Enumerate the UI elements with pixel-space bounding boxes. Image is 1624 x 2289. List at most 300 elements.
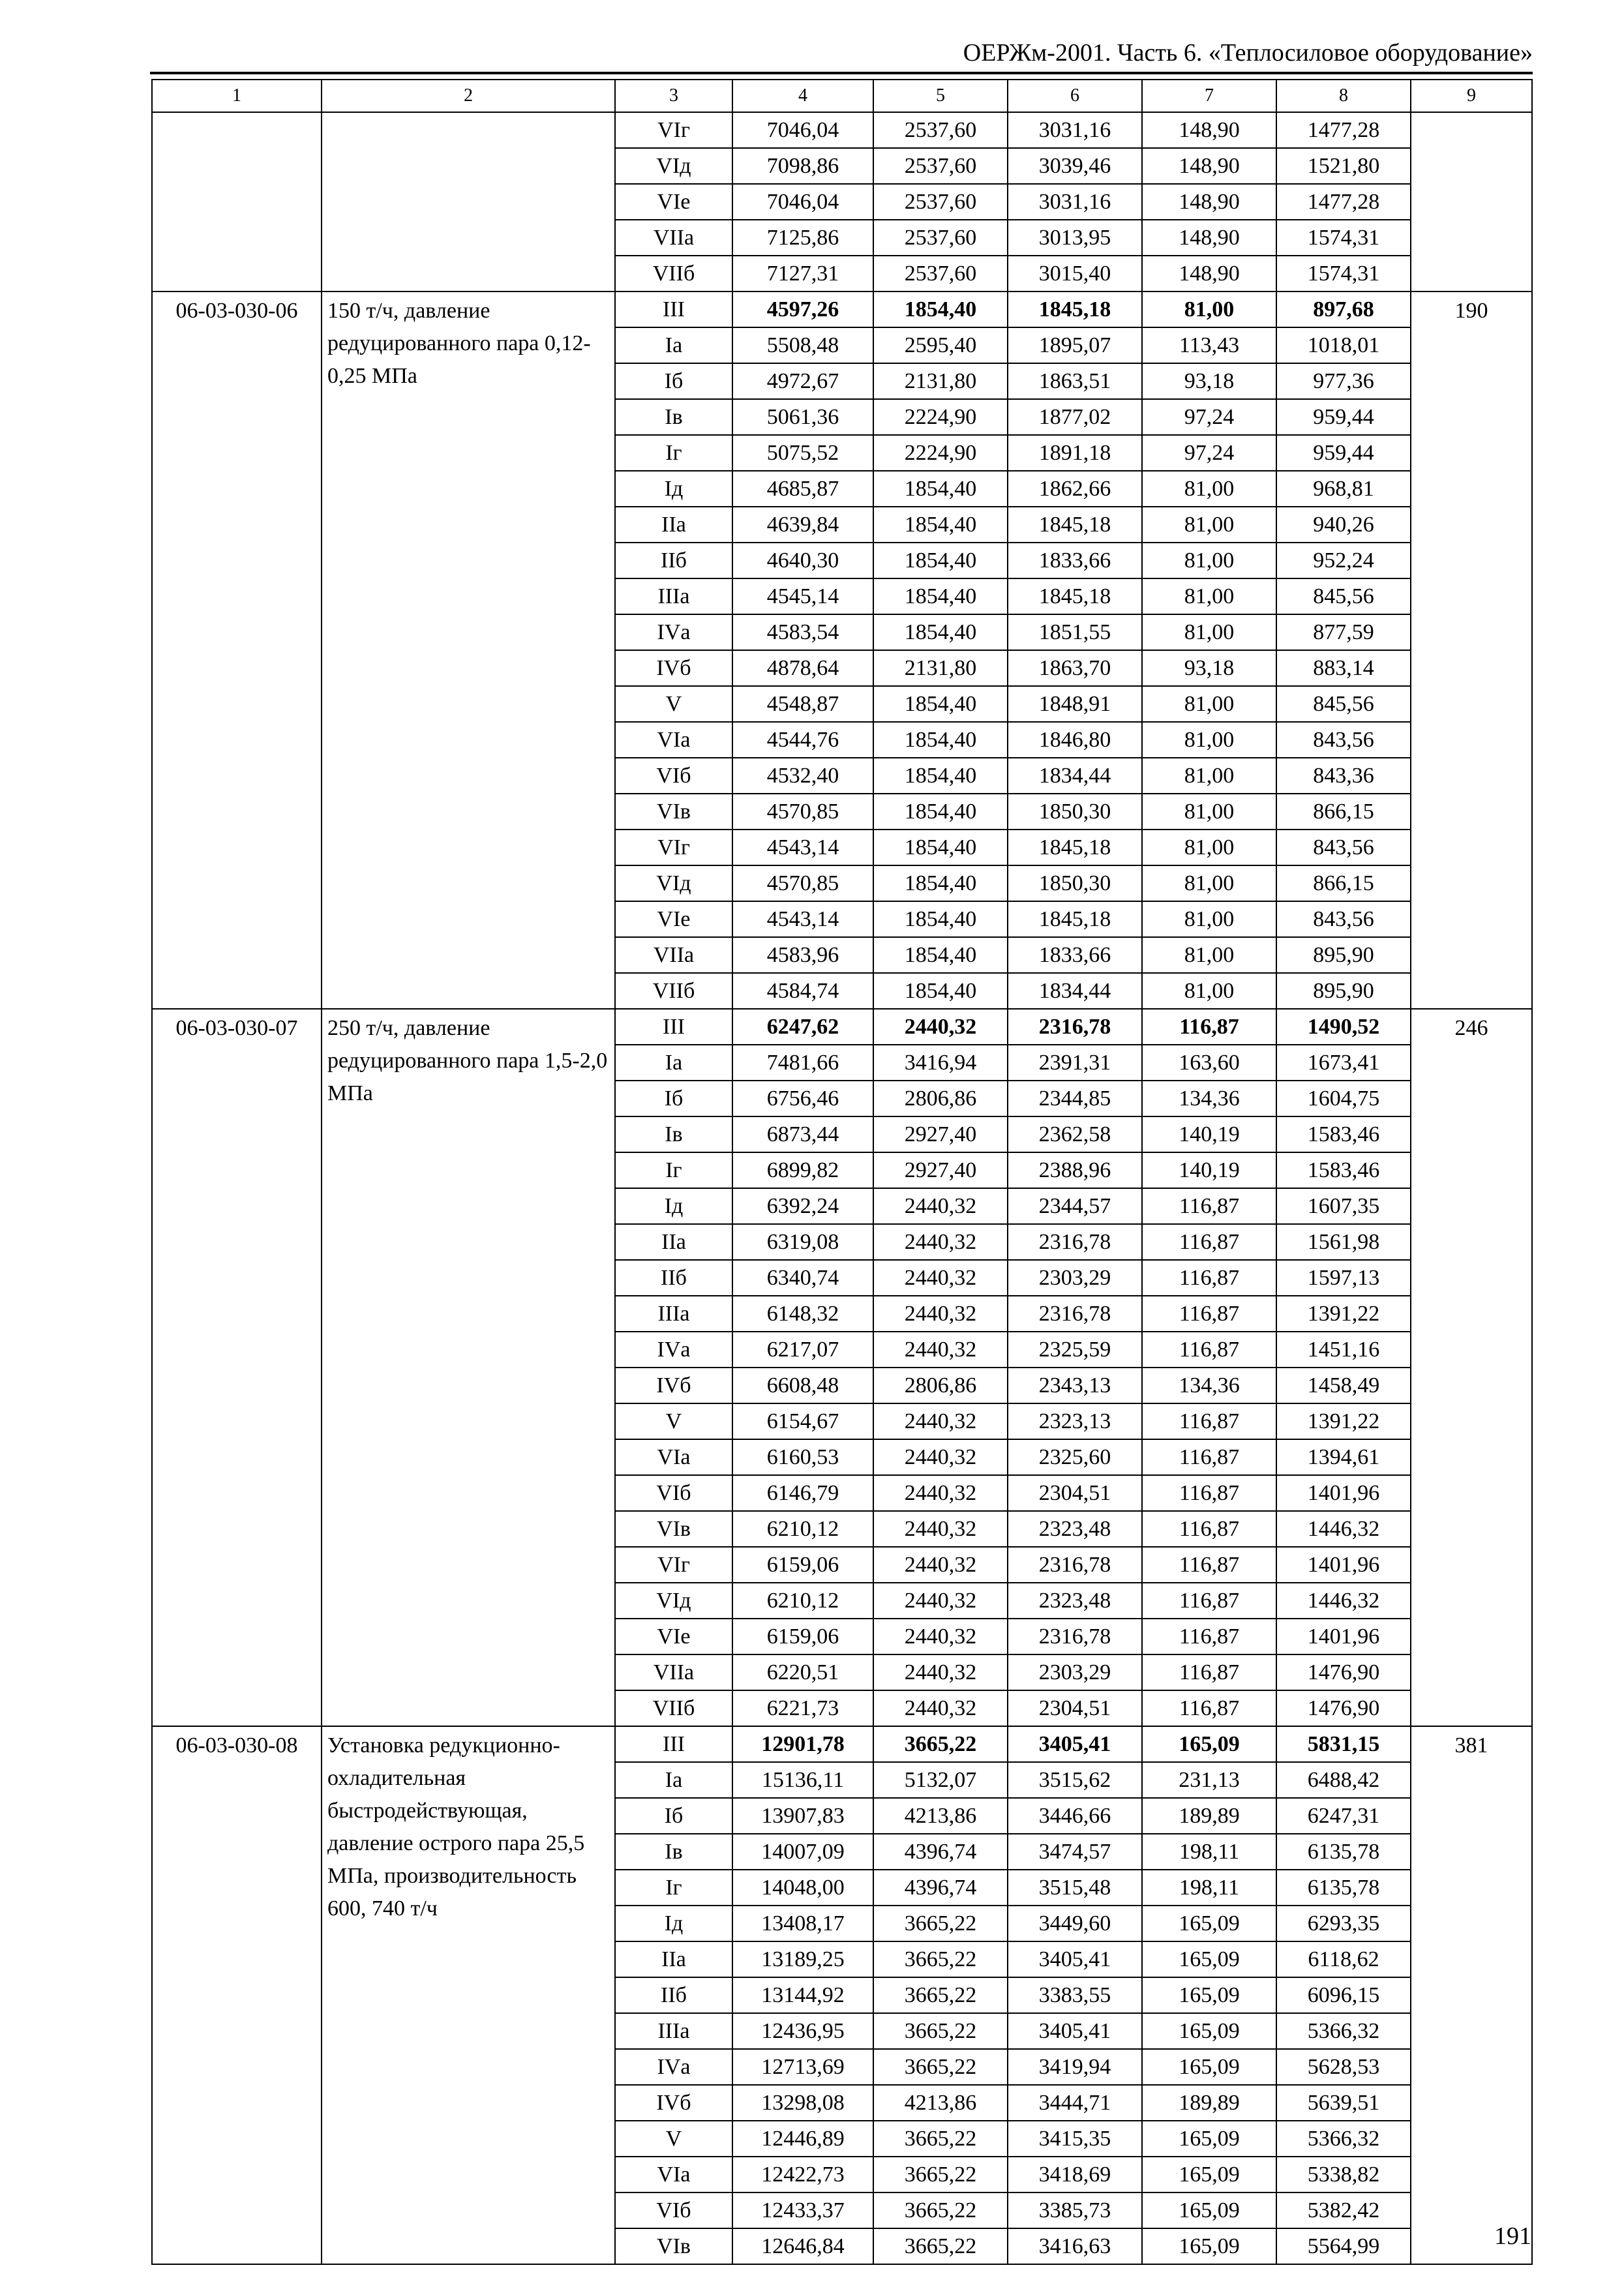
materials-cost-cell: 1574,31	[1276, 256, 1411, 292]
zone-cell: VIа	[615, 722, 732, 758]
operator-wage-cell: 165,09	[1142, 2013, 1276, 2049]
machine-cost-cell: 2323,13	[1008, 1403, 1142, 1439]
labor-cost-cell: 2927,40	[873, 1152, 1008, 1188]
labor-cost-cell: 2440,32	[873, 1296, 1008, 1332]
column-number: 2	[322, 80, 615, 112]
total-cost-cell: 4640,30	[732, 543, 873, 578]
materials-cost-cell: 866,15	[1276, 865, 1411, 901]
operator-wage-cell: 116,87	[1142, 1619, 1276, 1654]
machine-cost-cell: 1850,30	[1008, 794, 1142, 830]
machine-cost-cell: 1850,30	[1008, 865, 1142, 901]
operator-wage-cell: 140,19	[1142, 1116, 1276, 1152]
zone-cell: Iа	[615, 327, 732, 363]
table-row	[152, 1726, 1532, 1762]
operator-wage-cell: 148,90	[1142, 220, 1276, 256]
labor-cost-cell: 3665,22	[873, 2228, 1008, 2264]
machine-cost-cell: 1845,18	[1008, 578, 1142, 614]
operator-wage-cell: 231,13	[1142, 1762, 1276, 1798]
zone-cell: Iв	[615, 399, 732, 435]
header-rule	[150, 72, 1533, 74]
materials-cost-cell: 5366,32	[1276, 2013, 1411, 2049]
operator-wage-cell: 148,90	[1142, 184, 1276, 220]
labor-cost-cell: 3665,22	[873, 1906, 1008, 1941]
labor-cost-cell: 3665,22	[873, 2049, 1008, 2085]
zone-cell: VIг	[615, 1547, 732, 1583]
total-cost-cell: 13408,17	[732, 1906, 873, 1941]
machine-cost-cell: 3031,16	[1008, 184, 1142, 220]
zone-cell: VIIа	[615, 1654, 732, 1690]
operator-wage-cell: 198,11	[1142, 1870, 1276, 1906]
operator-wage-cell: 81,00	[1142, 686, 1276, 722]
operator-wage-cell: 116,87	[1142, 1690, 1276, 1726]
operator-wage-cell: 116,87	[1142, 1224, 1276, 1260]
table-row	[152, 112, 1532, 148]
labor-cost-cell: 2440,32	[873, 1332, 1008, 1368]
materials-cost-cell: 5831,15	[1276, 1726, 1411, 1762]
machine-cost-cell: 1833,66	[1008, 543, 1142, 578]
operator-wage-cell: 165,09	[1142, 2049, 1276, 2085]
operator-wage-cell: 93,18	[1142, 650, 1276, 686]
machine-cost-cell: 2316,78	[1008, 1619, 1142, 1654]
total-cost-cell: 12901,78	[732, 1726, 873, 1762]
zone-cell: Iг	[615, 1152, 732, 1188]
column-9-cell: 190	[1411, 292, 1532, 1009]
machine-cost-cell: 2316,78	[1008, 1296, 1142, 1332]
machine-cost-cell: 3444,71	[1008, 2085, 1142, 2121]
zone-cell: VIг	[615, 112, 732, 148]
machine-cost-cell: 1845,18	[1008, 292, 1142, 327]
zone-cell: Iб	[615, 1798, 732, 1834]
operator-wage-cell: 97,24	[1142, 435, 1276, 471]
operator-wage-cell: 81,00	[1142, 758, 1276, 794]
column-9-cell	[1411, 112, 1532, 292]
operator-wage-cell: 140,19	[1142, 1152, 1276, 1188]
labor-cost-cell: 2537,60	[873, 220, 1008, 256]
zone-cell: Iд	[615, 1906, 732, 1941]
total-cost-cell: 4548,87	[732, 686, 873, 722]
labor-cost-cell: 2440,32	[873, 1547, 1008, 1583]
total-cost-cell: 12446,89	[732, 2121, 873, 2157]
zone-cell: IVа	[615, 614, 732, 650]
operator-wage-cell: 116,87	[1142, 1475, 1276, 1511]
materials-cost-cell: 5564,99	[1276, 2228, 1411, 2264]
total-cost-cell: 6608,48	[732, 1368, 873, 1403]
machine-cost-cell: 2325,59	[1008, 1332, 1142, 1368]
labor-cost-cell: 3665,22	[873, 1941, 1008, 1977]
materials-cost-cell: 1477,28	[1276, 184, 1411, 220]
materials-cost-cell: 1391,22	[1276, 1403, 1411, 1439]
zone-cell: III	[615, 292, 732, 327]
labor-cost-cell: 4213,86	[873, 2085, 1008, 2121]
machine-cost-cell: 3385,73	[1008, 2192, 1142, 2228]
zone-cell: Iд	[615, 471, 732, 507]
total-cost-cell: 12713,69	[732, 2049, 873, 2085]
total-cost-cell: 4685,87	[732, 471, 873, 507]
machine-cost-cell: 2325,60	[1008, 1439, 1142, 1475]
machine-cost-cell: 2344,85	[1008, 1081, 1142, 1116]
machine-cost-cell: 3405,41	[1008, 1941, 1142, 1977]
operator-wage-cell: 165,09	[1142, 1726, 1276, 1762]
machine-cost-cell: 3515,62	[1008, 1762, 1142, 1798]
materials-cost-cell: 895,90	[1276, 937, 1411, 973]
zone-cell: VIв	[615, 1511, 732, 1547]
operator-wage-cell: 81,00	[1142, 937, 1276, 973]
zone-cell: Iв	[615, 1834, 732, 1870]
zone-cell: VIг	[615, 830, 732, 865]
materials-cost-cell: 843,36	[1276, 758, 1411, 794]
materials-cost-cell: 1521,80	[1276, 148, 1411, 184]
materials-cost-cell: 977,36	[1276, 363, 1411, 399]
total-cost-cell: 13189,25	[732, 1941, 873, 1977]
total-cost-cell: 4543,14	[732, 901, 873, 937]
operator-wage-cell: 81,00	[1142, 973, 1276, 1009]
machine-cost-cell: 2303,29	[1008, 1654, 1142, 1690]
total-cost-cell: 4878,64	[732, 650, 873, 686]
total-cost-cell: 6210,12	[732, 1511, 873, 1547]
zone-cell: Iб	[615, 363, 732, 399]
zone-cell: Iг	[615, 1870, 732, 1906]
materials-cost-cell: 959,44	[1276, 435, 1411, 471]
machine-cost-cell: 2344,57	[1008, 1188, 1142, 1224]
total-cost-cell: 7046,04	[732, 112, 873, 148]
labor-cost-cell: 2537,60	[873, 256, 1008, 292]
machine-cost-cell: 3449,60	[1008, 1906, 1142, 1941]
materials-cost-cell: 1673,41	[1276, 1045, 1411, 1081]
labor-cost-cell: 1854,40	[873, 794, 1008, 830]
machine-cost-cell: 3515,48	[1008, 1870, 1142, 1906]
machine-cost-cell: 1846,80	[1008, 722, 1142, 758]
operator-wage-cell: 198,11	[1142, 1834, 1276, 1870]
zone-cell: Iв	[615, 1116, 732, 1152]
materials-cost-cell: 959,44	[1276, 399, 1411, 435]
materials-cost-cell: 845,56	[1276, 686, 1411, 722]
operator-wage-cell: 165,09	[1142, 1941, 1276, 1977]
zone-cell: IIб	[615, 1260, 732, 1296]
column-9-cell: 381	[1411, 1726, 1532, 2264]
total-cost-cell: 12646,84	[732, 2228, 873, 2264]
total-cost-cell: 6210,12	[732, 1583, 873, 1619]
total-cost-cell: 4583,54	[732, 614, 873, 650]
zone-cell: IVб	[615, 2085, 732, 2121]
machine-cost-cell: 2303,29	[1008, 1260, 1142, 1296]
operator-wage-cell: 165,09	[1142, 1906, 1276, 1941]
materials-cost-cell: 1401,96	[1276, 1547, 1411, 1583]
machine-cost-cell: 3039,46	[1008, 148, 1142, 184]
zone-cell: VIа	[615, 1439, 732, 1475]
total-cost-cell: 13907,83	[732, 1798, 873, 1834]
running-header: ОЕРЖм-2001. Часть 6. «Теплосиловое оборудование»	[963, 39, 1533, 67]
machine-cost-cell: 2316,78	[1008, 1547, 1142, 1583]
labor-cost-cell: 3665,22	[873, 2013, 1008, 2049]
labor-cost-cell: 2440,32	[873, 1260, 1008, 1296]
total-cost-cell: 15136,11	[732, 1762, 873, 1798]
materials-cost-cell: 895,90	[1276, 973, 1411, 1009]
machine-cost-cell: 2323,48	[1008, 1511, 1142, 1547]
labor-cost-cell: 2537,60	[873, 112, 1008, 148]
materials-cost-cell: 897,68	[1276, 292, 1411, 327]
machine-cost-cell: 3446,66	[1008, 1798, 1142, 1834]
operator-wage-cell: 165,09	[1142, 2121, 1276, 2157]
total-cost-cell: 4570,85	[732, 794, 873, 830]
materials-cost-cell: 845,56	[1276, 578, 1411, 614]
labor-cost-cell: 1854,40	[873, 507, 1008, 543]
total-cost-cell: 7481,66	[732, 1045, 873, 1081]
zone-cell: Iа	[615, 1762, 732, 1798]
machine-cost-cell: 1845,18	[1008, 901, 1142, 937]
total-cost-cell: 5508,48	[732, 327, 873, 363]
machine-cost-cell: 3415,35	[1008, 2121, 1142, 2157]
rate-description-cell: Установка редукционно-охладительная быстродействующая, давление острого пара 25,5 МПа, производительность 600, 740 т/ч	[322, 1726, 615, 2264]
labor-cost-cell: 2440,32	[873, 1009, 1008, 1045]
labor-cost-cell: 1854,40	[873, 901, 1008, 937]
rate-code-cell: 06-03-030-07	[152, 1009, 322, 1726]
materials-cost-cell: 1604,75	[1276, 1081, 1411, 1116]
zone-cell: VIа	[615, 2157, 732, 2192]
operator-wage-cell: 165,09	[1142, 1977, 1276, 2013]
column-number: 4	[732, 80, 873, 112]
zone-cell: IIа	[615, 507, 732, 543]
zone-cell: IIIа	[615, 2013, 732, 2049]
operator-wage-cell: 116,87	[1142, 1188, 1276, 1224]
materials-cost-cell: 1476,90	[1276, 1690, 1411, 1726]
rate-code-cell	[152, 112, 322, 292]
page-number: 191	[1494, 2222, 1531, 2250]
labor-cost-cell: 1854,40	[873, 471, 1008, 507]
total-cost-cell: 4639,84	[732, 507, 873, 543]
zone-cell: Iб	[615, 1081, 732, 1116]
total-cost-cell: 6221,73	[732, 1690, 873, 1726]
labor-cost-cell: 2440,32	[873, 1439, 1008, 1475]
labor-cost-cell: 3665,22	[873, 1977, 1008, 2013]
labor-cost-cell: 5132,07	[873, 1762, 1008, 1798]
machine-cost-cell: 3418,69	[1008, 2157, 1142, 2192]
machine-cost-cell: 3474,57	[1008, 1834, 1142, 1870]
total-cost-cell: 7046,04	[732, 184, 873, 220]
total-cost-cell: 4972,67	[732, 363, 873, 399]
operator-wage-cell: 81,00	[1142, 901, 1276, 937]
materials-cost-cell: 883,14	[1276, 650, 1411, 686]
total-cost-cell: 7098,86	[732, 148, 873, 184]
total-cost-cell: 6160,53	[732, 1439, 873, 1475]
labor-cost-cell: 3416,94	[873, 1045, 1008, 1081]
materials-cost-cell: 1446,32	[1276, 1511, 1411, 1547]
labor-cost-cell: 2537,60	[873, 184, 1008, 220]
zone-cell: V	[615, 1403, 732, 1439]
labor-cost-cell: 1854,40	[873, 614, 1008, 650]
materials-cost-cell: 5382,42	[1276, 2192, 1411, 2228]
total-cost-cell: 6756,46	[732, 1081, 873, 1116]
machine-cost-cell: 3015,40	[1008, 256, 1142, 292]
zone-cell: VIб	[615, 758, 732, 794]
zone-cell: VIIа	[615, 220, 732, 256]
operator-wage-cell: 189,89	[1142, 2085, 1276, 2121]
total-cost-cell: 7125,86	[732, 220, 873, 256]
machine-cost-cell: 2323,48	[1008, 1583, 1142, 1619]
column-number: 7	[1142, 80, 1276, 112]
labor-cost-cell: 2806,86	[873, 1081, 1008, 1116]
zone-cell: IIа	[615, 1941, 732, 1977]
total-cost-cell: 4584,74	[732, 973, 873, 1009]
zone-cell: VIIб	[615, 1690, 732, 1726]
zone-cell: IVа	[615, 1332, 732, 1368]
total-cost-cell: 6873,44	[732, 1116, 873, 1152]
zone-cell: III	[615, 1009, 732, 1045]
materials-cost-cell: 1561,98	[1276, 1224, 1411, 1260]
zone-cell: VIд	[615, 1583, 732, 1619]
labor-cost-cell: 2537,60	[873, 148, 1008, 184]
zone-cell: IVа	[615, 2049, 732, 2085]
zone-cell: VIв	[615, 2228, 732, 2264]
zone-cell: VIв	[615, 794, 732, 830]
labor-cost-cell: 2131,80	[873, 363, 1008, 399]
machine-cost-cell: 2391,31	[1008, 1045, 1142, 1081]
machine-cost-cell: 1834,44	[1008, 758, 1142, 794]
labor-cost-cell: 1854,40	[873, 865, 1008, 901]
operator-wage-cell: 81,00	[1142, 543, 1276, 578]
materials-cost-cell: 6096,15	[1276, 1977, 1411, 2013]
total-cost-cell: 4583,96	[732, 937, 873, 973]
total-cost-cell: 6319,08	[732, 1224, 873, 1260]
total-cost-cell: 6220,51	[732, 1654, 873, 1690]
materials-cost-cell: 1607,35	[1276, 1188, 1411, 1224]
labor-cost-cell: 2440,32	[873, 1188, 1008, 1224]
column-number-row	[152, 80, 1532, 112]
machine-cost-cell: 1891,18	[1008, 435, 1142, 471]
column-number: 6	[1008, 80, 1142, 112]
zone-cell: VIд	[615, 865, 732, 901]
machine-cost-cell: 2362,58	[1008, 1116, 1142, 1152]
materials-cost-cell: 940,26	[1276, 507, 1411, 543]
materials-cost-cell: 1451,16	[1276, 1332, 1411, 1368]
total-cost-cell: 13298,08	[732, 2085, 873, 2121]
operator-wage-cell: 116,87	[1142, 1332, 1276, 1368]
machine-cost-cell: 1848,91	[1008, 686, 1142, 722]
labor-cost-cell: 2440,32	[873, 1224, 1008, 1260]
total-cost-cell: 6899,82	[732, 1152, 873, 1188]
operator-wage-cell: 116,87	[1142, 1583, 1276, 1619]
operator-wage-cell: 81,00	[1142, 830, 1276, 865]
materials-cost-cell: 1401,96	[1276, 1619, 1411, 1654]
labor-cost-cell: 3665,22	[873, 2157, 1008, 2192]
operator-wage-cell: 116,87	[1142, 1547, 1276, 1583]
zone-cell: V	[615, 686, 732, 722]
total-cost-cell: 14007,09	[732, 1834, 873, 1870]
machine-cost-cell: 1845,18	[1008, 507, 1142, 543]
materials-cost-cell: 1401,96	[1276, 1475, 1411, 1511]
total-cost-cell: 12422,73	[732, 2157, 873, 2192]
operator-wage-cell: 81,00	[1142, 507, 1276, 543]
machine-cost-cell: 2304,51	[1008, 1475, 1142, 1511]
materials-cost-cell: 1018,01	[1276, 327, 1411, 363]
operator-wage-cell: 81,00	[1142, 722, 1276, 758]
operator-wage-cell: 134,36	[1142, 1368, 1276, 1403]
total-cost-cell: 5075,52	[732, 435, 873, 471]
labor-cost-cell: 4213,86	[873, 1798, 1008, 1834]
operator-wage-cell: 163,60	[1142, 1045, 1276, 1081]
machine-cost-cell: 1862,66	[1008, 471, 1142, 507]
machine-cost-cell: 3416,63	[1008, 2228, 1142, 2264]
materials-cost-cell: 6247,31	[1276, 1798, 1411, 1834]
total-cost-cell: 4544,76	[732, 722, 873, 758]
machine-cost-cell: 2388,96	[1008, 1152, 1142, 1188]
zone-cell: IVб	[615, 650, 732, 686]
labor-cost-cell: 1854,40	[873, 543, 1008, 578]
zone-cell: IIб	[615, 1977, 732, 2013]
machine-cost-cell: 2304,51	[1008, 1690, 1142, 1726]
operator-wage-cell: 81,00	[1142, 794, 1276, 830]
materials-cost-cell: 5338,82	[1276, 2157, 1411, 2192]
labor-cost-cell: 2595,40	[873, 327, 1008, 363]
machine-cost-cell: 3013,95	[1008, 220, 1142, 256]
operator-wage-cell: 148,90	[1142, 148, 1276, 184]
materials-cost-cell: 952,24	[1276, 543, 1411, 578]
operator-wage-cell: 81,00	[1142, 865, 1276, 901]
materials-cost-cell: 1477,28	[1276, 112, 1411, 148]
zone-cell: VIе	[615, 1619, 732, 1654]
labor-cost-cell: 1854,40	[873, 292, 1008, 327]
labor-cost-cell: 1854,40	[873, 578, 1008, 614]
total-cost-cell: 6217,07	[732, 1332, 873, 1368]
materials-cost-cell: 6293,35	[1276, 1906, 1411, 1941]
total-cost-cell: 4570,85	[732, 865, 873, 901]
zone-cell: VIб	[615, 2192, 732, 2228]
rates-table	[151, 79, 1533, 2265]
materials-cost-cell: 843,56	[1276, 830, 1411, 865]
materials-cost-cell: 1583,46	[1276, 1116, 1411, 1152]
machine-cost-cell: 3405,41	[1008, 2013, 1142, 2049]
machine-cost-cell: 2316,78	[1008, 1224, 1142, 1260]
machine-cost-cell: 1851,55	[1008, 614, 1142, 650]
materials-cost-cell: 1394,61	[1276, 1439, 1411, 1475]
zone-cell: VIIа	[615, 937, 732, 973]
total-cost-cell: 4532,40	[732, 758, 873, 794]
operator-wage-cell: 81,00	[1142, 614, 1276, 650]
materials-cost-cell: 843,56	[1276, 722, 1411, 758]
materials-cost-cell: 843,56	[1276, 901, 1411, 937]
materials-cost-cell: 968,81	[1276, 471, 1411, 507]
labor-cost-cell: 2440,32	[873, 1475, 1008, 1511]
labor-cost-cell: 2440,32	[873, 1583, 1008, 1619]
rate-description-cell: 150 т/ч, давление редуцированного пара 0,12-0,25 МПа	[322, 292, 615, 1009]
labor-cost-cell: 1854,40	[873, 686, 1008, 722]
labor-cost-cell: 1854,40	[873, 937, 1008, 973]
rate-code-cell: 06-03-030-08	[152, 1726, 322, 2264]
labor-cost-cell: 1854,40	[873, 722, 1008, 758]
total-cost-cell: 12436,95	[732, 2013, 873, 2049]
labor-cost-cell: 3665,22	[873, 1726, 1008, 1762]
zone-cell: V	[615, 2121, 732, 2157]
column-number: 5	[873, 80, 1008, 112]
column-number: 8	[1276, 80, 1411, 112]
labor-cost-cell: 2440,32	[873, 1403, 1008, 1439]
operator-wage-cell: 97,24	[1142, 399, 1276, 435]
rate-code-cell: 06-03-030-06	[152, 292, 322, 1009]
operator-wage-cell: 116,87	[1142, 1439, 1276, 1475]
labor-cost-cell: 4396,74	[873, 1834, 1008, 1870]
machine-cost-cell: 1863,70	[1008, 650, 1142, 686]
materials-cost-cell: 5366,32	[1276, 2121, 1411, 2157]
zone-cell: VIIб	[615, 256, 732, 292]
operator-wage-cell: 148,90	[1142, 112, 1276, 148]
labor-cost-cell: 4396,74	[873, 1870, 1008, 1906]
operator-wage-cell: 116,87	[1142, 1654, 1276, 1690]
labor-cost-cell: 2224,90	[873, 399, 1008, 435]
operator-wage-cell: 81,00	[1142, 578, 1276, 614]
labor-cost-cell: 2927,40	[873, 1116, 1008, 1152]
total-cost-cell: 6392,24	[732, 1188, 873, 1224]
machine-cost-cell: 1834,44	[1008, 973, 1142, 1009]
total-cost-cell: 6340,74	[732, 1260, 873, 1296]
